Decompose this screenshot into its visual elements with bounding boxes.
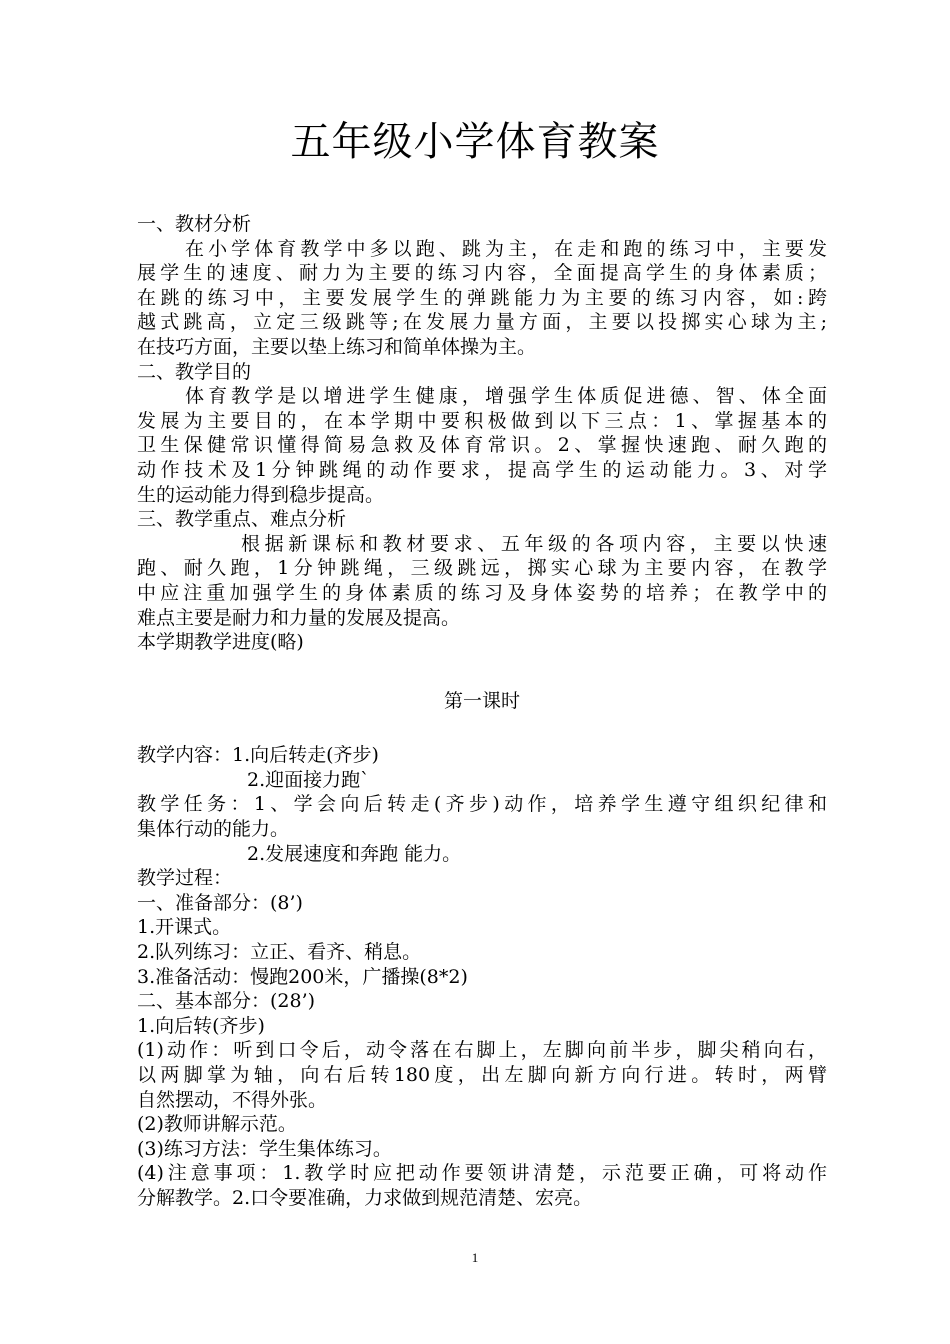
paragraph-line: 3.准备活动：慢跑200米，广播操(8*2) — [137, 965, 468, 988]
page-number: 1 — [471, 1250, 479, 1265]
lesson-heading: 第一课时 — [443, 689, 520, 712]
paragraph-line: 发展为主要目的，在本学期中要积极做到以下三点：1、掌握基本的 — [137, 409, 827, 432]
section-heading: 二、基本部分：(28’) — [137, 990, 316, 1013]
paragraph-line: 卫生保健常识懂得简易急救及体育常识。2、掌握快速跑、耐久跑的 — [137, 434, 827, 457]
paragraph-line: 自然摆动，不得外张。 — [137, 1088, 328, 1111]
paragraph-line: (3)练习方法：学生集体练习。 — [137, 1137, 392, 1160]
paragraph-line: 在小学体育教学中多以跑、跳为主，在走和跑的练习中，主要发 — [185, 237, 827, 260]
paragraph-line: 教学内容：1.向后转走(齐步) — [137, 744, 379, 767]
paragraph-line: (2)教师讲解示范。 — [137, 1113, 297, 1136]
paragraph-line: (4)注意事项：1.教学时应把动作要领讲清楚，示范要正确，可将动作 — [137, 1162, 827, 1185]
paragraph-line: 2.迎面接力跑` — [247, 768, 370, 791]
paragraph-line: 教学任务：1、学会向后转走(齐步)动作，培养学生遵守组织纪律和 — [137, 793, 827, 816]
paragraph-line: 本学期教学进度(略) — [137, 631, 304, 654]
paragraph-line: 跑、耐久跑，1分钟跳绳，三级跳远，掷实心球为主要内容，在教学 — [137, 557, 827, 580]
section-heading: 二、教学目的 — [137, 360, 252, 383]
paragraph-line: 在跳的练习中，主要发展学生的弹跳能力为主要的练习内容，如:跨 — [137, 286, 827, 309]
paragraph-line: 生的运动能力得到稳步提高。 — [137, 483, 385, 506]
paragraph-line: 中应注重加强学生的身体素质的练习及身体姿势的培养；在教学中的 — [137, 581, 827, 604]
paragraph-line: 根据新课标和教材要求、五年级的各项内容，主要以快速 — [241, 532, 827, 555]
paragraph-line: 展学生的速度、耐力为主要的练习内容，全面提高学生的身体素质； — [137, 262, 827, 285]
document-body — [137, 212, 827, 1211]
paragraph-line: 在技巧方面，主要以垫上练习和简单体操为主。 — [137, 335, 537, 358]
paragraph-line: 难点主要是耐力和力量的发展及提高。 — [137, 606, 461, 629]
paragraph-line: 以两脚掌为轴，向右后转180度，出左脚向新方向行进。转时，两臂 — [137, 1064, 827, 1086]
paragraph-line: 体育教学是以增进学生健康，增强学生体质促进德、智、体全面 — [185, 385, 827, 408]
paragraph-line: (1)动作：听到口令后，动令落在右脚上，左脚向前半步，脚尖稍向右， — [137, 1039, 827, 1062]
section-heading: 一、准备部分：(8’) — [137, 891, 303, 914]
paragraph-line: 2.发展速度和奔跑 能力。 — [247, 842, 462, 865]
paragraph-line: 2.队列练习：立正、看齐、稍息。 — [137, 941, 422, 964]
paragraph-line: 动作技术及1分钟跳绳的动作要求，提高学生的运动能力。3、对学 — [137, 458, 827, 481]
document-title: 五年级小学体育教案 — [290, 119, 660, 165]
section-heading: 三、教学重点、难点分析 — [137, 508, 347, 531]
section-heading: 一、教材分析 — [137, 213, 252, 235]
paragraph-line: 分解教学。2.口令要准确，力求做到规范清楚、宏亮。 — [137, 1186, 593, 1209]
paragraph-line: 集体行动的能力。 — [137, 818, 290, 841]
paragraph-line: 1.向后转(齐步) — [137, 1014, 265, 1037]
paragraph-line: 教学过程： — [137, 867, 233, 890]
paragraph-line: 越式跳高，立定三级跳等;在发展力量方面，主要以投掷实心球为主; — [137, 311, 827, 334]
paragraph-line: 1.开课式。 — [137, 916, 232, 939]
